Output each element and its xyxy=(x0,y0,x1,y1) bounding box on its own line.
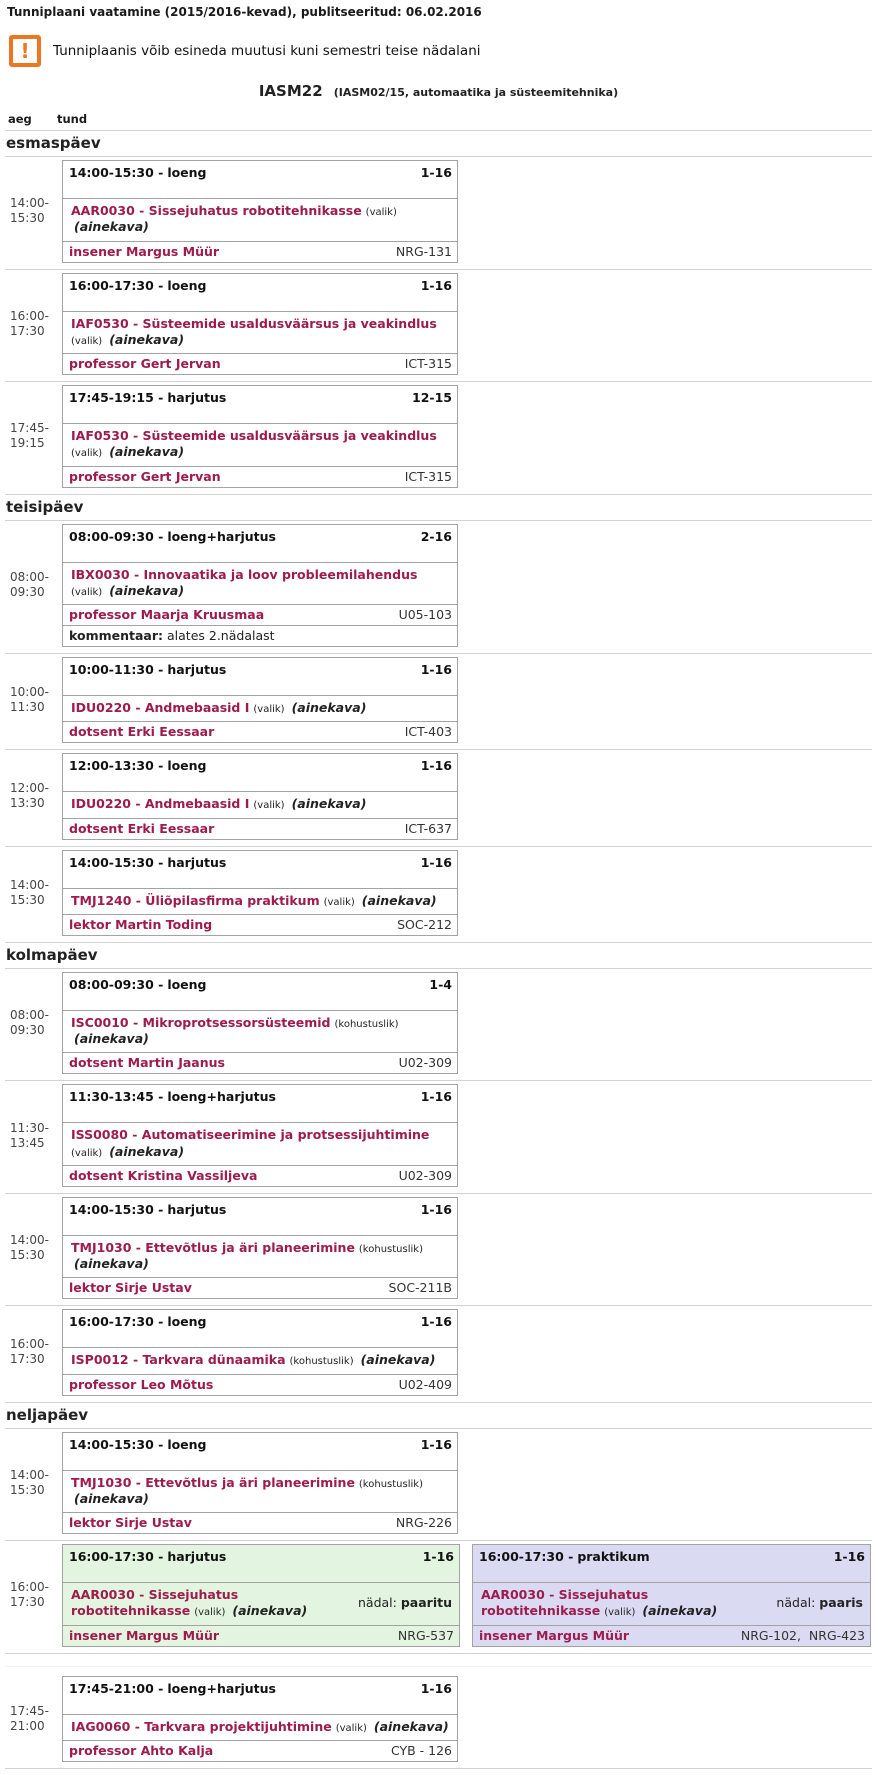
time-end: 17:30 xyxy=(10,1595,45,1610)
event-weeks: 1-16 xyxy=(833,1549,865,1564)
ainekava-link[interactable]: (ainekava) xyxy=(74,1031,149,1046)
course-requirement: (valik) xyxy=(253,704,285,715)
event-weeks: 1-16 xyxy=(420,1436,452,1452)
course-requirement: (valik) xyxy=(323,896,355,908)
ainekava-link[interactable]: (ainekava) xyxy=(291,700,367,715)
course-link[interactable]: IBX0030 - Innovaatika ja loov probleemilahendus xyxy=(71,566,418,582)
event-type: loeng xyxy=(167,1436,207,1452)
lecturer-link[interactable]: lektor Sirje Ustav xyxy=(69,1280,192,1296)
event-box xyxy=(62,972,458,1075)
event-type: loeng+harjutus xyxy=(167,1680,276,1696)
event-time: 16:00-17:30 - xyxy=(479,1549,574,1564)
event-box xyxy=(62,657,458,743)
course-link[interactable]: IDU0220 - Andmebaasid I xyxy=(71,700,250,715)
week-parity-value: paaritu xyxy=(400,1595,452,1611)
week-parity xyxy=(776,1595,865,1611)
lecturer-link[interactable]: dotsent Martin Jaanus xyxy=(69,1055,225,1071)
time-start: 16:00- xyxy=(10,1337,49,1352)
ainekava-link[interactable]: (ainekava) xyxy=(373,1718,449,1734)
time-start: 17:45- xyxy=(10,1703,49,1718)
column-aeg: aeg xyxy=(8,112,32,126)
time-label xyxy=(5,273,62,376)
event-box-even-week xyxy=(472,1544,871,1647)
time-start: 10:00- xyxy=(10,685,49,700)
event-weeks: 1-16 xyxy=(420,1314,452,1330)
ainekava-link[interactable]: (ainekava) xyxy=(109,444,185,460)
group-info: (IASM02/15, automaatika ja süsteemitehnika) xyxy=(333,86,619,99)
time-label xyxy=(5,1197,62,1300)
event-type: harjutus xyxy=(167,390,227,405)
room-label: U02-409 xyxy=(398,1376,452,1392)
event-type: harjutus xyxy=(167,854,227,870)
ainekava-link[interactable]: (ainekava) xyxy=(74,1490,149,1506)
event-weeks: 1-16 xyxy=(420,854,452,870)
course-link[interactable]: AAR0030 - Sissejuhatus robotitehnikasse xyxy=(71,1587,239,1619)
warning-banner xyxy=(9,35,872,67)
ainekava-link[interactable]: (ainekava) xyxy=(109,331,185,347)
exclamation-warning-icon: ! xyxy=(9,35,41,67)
time-end: 17:30 xyxy=(10,1352,45,1367)
lecturer-link[interactable]: dotsent Kristina Vassiljeva xyxy=(69,1167,258,1183)
course-link[interactable]: IAF0530 - Süsteemide usaldusväärsus ja veakindlus xyxy=(71,428,437,443)
course-link[interactable]: AAR0030 - Sissejuhatus robotitehnikasse xyxy=(71,203,362,218)
room-label: NRG-131 xyxy=(395,243,452,259)
room-label: NRG-226 xyxy=(395,1515,452,1530)
event-type: harjutus xyxy=(167,1549,227,1564)
time-start: 14:00- xyxy=(10,196,49,211)
ainekava-link[interactable]: (ainekava) xyxy=(361,892,437,908)
event-time: 17:45-19:15 - xyxy=(69,390,164,405)
time-label xyxy=(5,1309,62,1395)
event-weeks: 1-16 xyxy=(420,1201,452,1217)
time-start: 08:00- xyxy=(10,1008,49,1022)
time-end: 17:30 xyxy=(10,323,45,338)
ainekava-link[interactable]: (ainekava) xyxy=(642,1603,718,1619)
event-type: loeng xyxy=(167,758,207,774)
time-label xyxy=(5,385,62,488)
room-label: SOC-212 xyxy=(397,916,452,932)
course-requirement: (valik) xyxy=(335,1722,367,1734)
event-weeks: 1-16 xyxy=(422,1549,454,1564)
schedule-row xyxy=(5,750,872,846)
course-requirement: (valik) xyxy=(71,1147,103,1159)
time-end: 13:45 xyxy=(10,1135,45,1150)
comment-label: kommentaar: xyxy=(69,628,164,643)
course-requirement: (valik) xyxy=(71,586,103,598)
ainekava-link[interactable]: (ainekava) xyxy=(109,582,185,598)
time-end: 19:15 xyxy=(10,436,45,451)
event-time: 17:45-21:00 - xyxy=(69,1680,164,1696)
event-box xyxy=(62,753,458,839)
time-label xyxy=(5,972,62,1075)
time-start: 14:00- xyxy=(10,1467,49,1482)
time-label xyxy=(5,1084,62,1187)
event-time: 08:00-09:30 - xyxy=(69,528,164,544)
week-parity-value: paaris xyxy=(819,1595,863,1611)
schedule-row xyxy=(5,270,872,383)
event-time: 11:30-13:45 - xyxy=(69,1089,164,1105)
event-time: 10:00-11:30 - xyxy=(69,662,164,677)
lecturer-link[interactable]: professor Leo Mõtus xyxy=(69,1376,214,1392)
time-label xyxy=(5,753,62,839)
event-weeks: 1-16 xyxy=(420,758,452,774)
event-box xyxy=(62,850,458,936)
week-parity-label: nädal: xyxy=(357,1595,397,1611)
ainekava-link[interactable]: (ainekava) xyxy=(74,219,149,235)
time-label xyxy=(5,524,62,648)
room-label: SOC-211B xyxy=(388,1280,452,1296)
course-link[interactable]: IAF0530 - Süsteemide usaldusväärsus ja veakindlus xyxy=(71,315,437,331)
room-label: U05-103 xyxy=(398,607,452,622)
schedule-row xyxy=(5,1429,872,1542)
lecturer-link[interactable]: lektor Sirje Ustav xyxy=(69,1515,192,1530)
room-label: U02-309 xyxy=(398,1167,452,1183)
event-time: 14:00-15:30 - xyxy=(69,165,164,180)
time-end: 15:30 xyxy=(10,892,45,907)
lecturer-link[interactable]: professor Gert Jervan xyxy=(69,468,221,484)
lecturer-link[interactable]: dotsent Erki Eessaar xyxy=(69,820,215,836)
time-label xyxy=(5,1432,62,1535)
room-label: NRG-537 xyxy=(397,1627,454,1643)
time-start: 16:00- xyxy=(10,308,49,323)
time-end: 09:30 xyxy=(10,1023,45,1037)
event-type: loeng+harjutus xyxy=(167,1089,276,1105)
event-box xyxy=(62,1084,458,1187)
event-box xyxy=(62,273,458,376)
event-time: 16:00-17:30 - xyxy=(69,1314,164,1330)
event-weeks: 1-16 xyxy=(420,277,452,293)
event-time: 16:00-17:30 - xyxy=(69,1549,164,1564)
course-link[interactable]: IDU0220 - Andmebaasid I xyxy=(71,796,250,812)
course-requirement: (valik) xyxy=(71,448,103,460)
event-box xyxy=(62,160,458,263)
lecturer-link[interactable]: insener Margus Müür xyxy=(69,1627,220,1643)
event-weeks: 1-16 xyxy=(420,165,452,180)
course-link[interactable]: AAR0030 - Sissejuhatus robotitehnikasse xyxy=(481,1587,649,1619)
room-label: CYB - 126 xyxy=(390,1742,452,1758)
time-label xyxy=(5,1676,62,1762)
event-box xyxy=(62,385,458,488)
schedule-row xyxy=(5,521,872,655)
course-requirement: (kohustuslik) xyxy=(334,1018,399,1030)
event-box xyxy=(62,1676,458,1762)
time-start: 12:00- xyxy=(10,781,49,796)
schedule-row xyxy=(5,382,872,495)
course-requirement: (valik) xyxy=(365,207,397,218)
lecturer-link[interactable]: professor Gert Jervan xyxy=(69,356,221,371)
event-type: loeng xyxy=(167,165,207,180)
time-end: 11:30 xyxy=(10,700,45,715)
event-time: 14:00-15:30 - xyxy=(69,1436,164,1452)
ainekava-link[interactable]: (ainekava) xyxy=(291,796,367,812)
event-time: 08:00-09:30 - xyxy=(69,976,164,992)
schedule-row xyxy=(5,1306,872,1402)
group-header xyxy=(5,81,872,100)
time-label xyxy=(5,850,62,936)
course-link[interactable]: TMJ1030 - Ettevõtlus ja äri planeerimine xyxy=(71,1474,355,1490)
time-end: 15:30 xyxy=(10,1248,45,1262)
columns-header xyxy=(5,110,872,131)
event-type: praktikum xyxy=(577,1549,650,1564)
event-time: 16:00-17:30 - xyxy=(69,277,164,293)
event-comment xyxy=(63,625,457,646)
course-requirement: (valik) xyxy=(194,1607,226,1619)
week-parity xyxy=(358,1595,454,1611)
lecturer-link[interactable]: insener Margus Müür xyxy=(69,243,220,259)
course-link[interactable]: IAG0060 - Tarkvara projektijuhtimine xyxy=(71,1718,332,1734)
week-parity-label: nädal: xyxy=(776,1595,816,1611)
event-type: loeng xyxy=(167,976,207,992)
time-start: 08:00- xyxy=(10,570,49,585)
course-requirement: (valik) xyxy=(253,800,285,812)
time-label xyxy=(5,1544,62,1647)
lecturer-link[interactable]: dotsent Erki Eessaar xyxy=(69,724,215,740)
room-label: NRG-102, NRG-423 xyxy=(740,1627,865,1643)
event-type: loeng xyxy=(167,1314,207,1330)
room-label: ICT-315 xyxy=(404,468,452,484)
event-weeks: 1-16 xyxy=(420,1089,452,1105)
day-header-kolmapaev: kolmapäev xyxy=(5,943,872,969)
course-link[interactable]: ISC0010 - Mikroprotsessorsüsteemid xyxy=(71,1014,331,1030)
time-start: 14:00- xyxy=(10,877,49,892)
event-weeks: 1-16 xyxy=(420,662,452,677)
event-weeks: 1-4 xyxy=(429,976,452,992)
time-end: 15:30 xyxy=(10,1482,45,1497)
course-link[interactable]: TMJ1240 - Üliõpilasfirma praktikum xyxy=(71,892,320,908)
time-end: 13:30 xyxy=(10,796,45,811)
event-type: loeng+harjutus xyxy=(167,528,276,544)
event-time: 12:00-13:30 - xyxy=(69,758,164,774)
course-requirement: (kohustuslik) xyxy=(289,1356,354,1368)
time-start: 14:00- xyxy=(10,1233,49,1247)
event-box xyxy=(62,524,458,648)
time-end: 09:30 xyxy=(10,585,45,600)
time-start: 17:45- xyxy=(10,421,49,436)
course-requirement: (kohustuslik) xyxy=(358,1478,423,1490)
time-start: 16:00- xyxy=(10,1580,49,1595)
ainekava-link[interactable]: (ainekava) xyxy=(360,1352,436,1368)
schedule-row xyxy=(5,1666,872,1769)
room-label: ICT-315 xyxy=(404,356,452,371)
course-requirement: (valik) xyxy=(604,1607,636,1619)
course-requirement: (valik) xyxy=(71,335,103,347)
event-type: harjutus xyxy=(167,1201,227,1217)
course-link[interactable]: ISP0012 - Tarkvara dünaamika xyxy=(71,1352,286,1368)
ainekava-link[interactable]: (ainekava) xyxy=(74,1256,149,1271)
time-end: 21:00 xyxy=(10,1718,45,1733)
event-box xyxy=(62,1309,458,1395)
page-title: Tunniplaani vaatamine (2015/2016-kevad), publitseeritud: 06.02.2016 xyxy=(7,5,482,19)
time-start: 11:30- xyxy=(10,1120,49,1135)
event-weeks: 1-16 xyxy=(420,1680,452,1696)
event-weeks: 12-15 xyxy=(412,390,452,405)
room-label: ICT-637 xyxy=(404,820,452,836)
schedule-row xyxy=(5,157,872,270)
event-time: 14:00-15:30 - xyxy=(69,854,164,870)
lecturer-link[interactable]: professor Maarja Kruusmaa xyxy=(69,607,265,622)
schedule-row xyxy=(5,847,872,943)
event-box-odd-week xyxy=(62,1544,460,1647)
lecturer-link[interactable]: professor Ahto Kalja xyxy=(69,1742,214,1758)
time-label xyxy=(5,657,62,743)
room-label: U02-309 xyxy=(398,1055,452,1071)
event-weeks: 2-16 xyxy=(420,528,452,544)
time-end: 15:30 xyxy=(10,211,45,226)
course-link[interactable]: ISS0080 - Automatiseerimine ja protsessijuhtimine xyxy=(71,1127,430,1143)
lecturer-link[interactable]: lektor Martin Toding xyxy=(69,916,213,932)
group-code: IASM22 xyxy=(258,82,323,100)
column-tund: tund xyxy=(57,112,88,126)
schedule-row xyxy=(5,654,872,750)
schedule-row xyxy=(5,1081,872,1194)
event-box xyxy=(62,1432,458,1535)
comment-text: alates 2.nädalast xyxy=(167,628,275,643)
event-box xyxy=(62,1197,458,1300)
course-requirement: (kohustuslik) xyxy=(358,1243,423,1255)
lecturer-link[interactable]: insener Margus Müür xyxy=(479,1627,630,1643)
warning-text: Tunniplaanis võib esineda muutusi kuni semestri teise nädalani xyxy=(53,43,481,59)
schedule-row xyxy=(5,1541,872,1654)
event-time: 14:00-15:30 - xyxy=(69,1201,164,1217)
ainekava-link[interactable]: (ainekava) xyxy=(109,1143,185,1159)
time-label xyxy=(5,160,62,263)
event-type: loeng xyxy=(167,277,207,293)
day-header-esmaspaev: esmaspäev xyxy=(5,131,872,157)
event-type: harjutus xyxy=(167,662,227,677)
course-link[interactable]: TMJ1030 - Ettevõtlus ja äri planeerimine xyxy=(71,1239,355,1255)
room-label: ICT-403 xyxy=(404,724,452,740)
day-header-teisipaev: teisipäev xyxy=(5,495,872,521)
schedule-row xyxy=(5,1194,872,1307)
schedule-row xyxy=(5,969,872,1082)
day-header-neljapaev: neljapäev xyxy=(5,1403,872,1429)
ainekava-link[interactable]: (ainekava) xyxy=(232,1603,308,1619)
